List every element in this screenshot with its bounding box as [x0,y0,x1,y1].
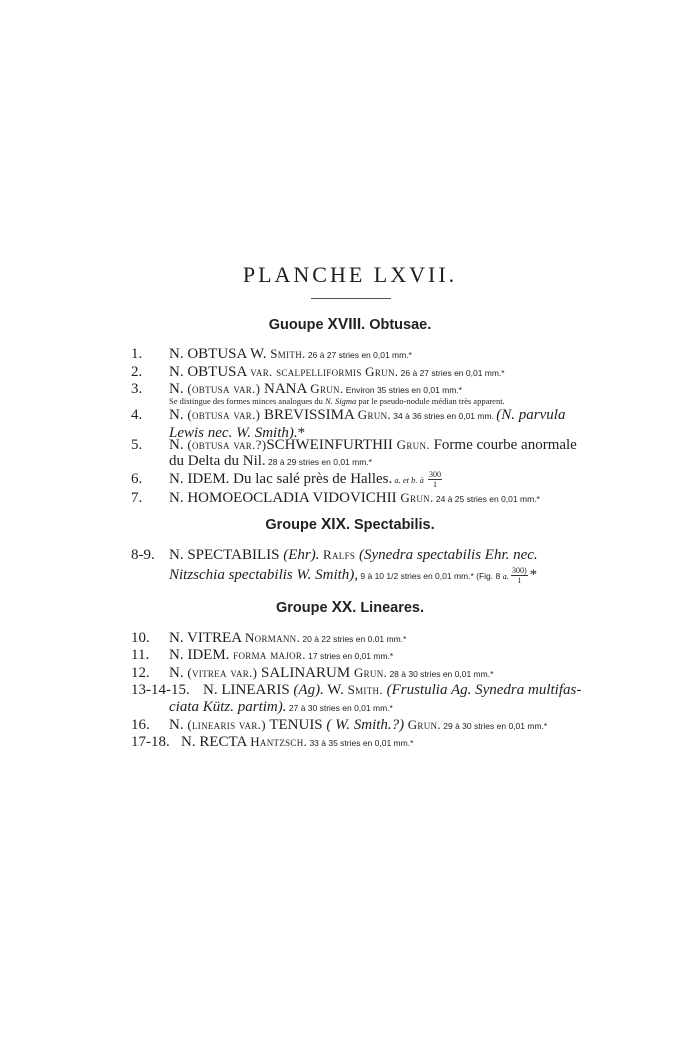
group-heading: Groupe XX. Lineares. [275,599,424,616]
document-page: PLANCHE LXVII. Guoupe XVIII. Obtusae. 1. N. OBTUSA W. Smith. 26 à 27 stries en 0,01 mm.* 2. N. OBTUSA var. scalpelliformis Grun. 26 à 27 stries en 0,01 mm.* 3. N. (obtusa var.) NANA Grun. Environ 35 stries en 0,01 mm.* Se distingue des formes minces analogues du N. Sigma par le pseudo-nodule médian très apparent. 4. N. (obtusa var.) BREVISSIMA Grun. 34 à 36 stries en 0,01 mm. (N. parvula Lewis nec. W. Smith).* 5. N. (obtusa var.?)SCHWEINFURTHII Grun. Forme courbe anormale du Delta du Nil. 28 à 29 stries en 0,01 mm.* 6. N. IDEM. Du lac salé près de Halles. a. et b. à $\frac{300}{1}$ 7. N. HOMOEOCLADIA VIDOVICHII Grun. 24 à 25 stries en 0,01 mm.* Groupe XIX. Spectabilis. 8-9. N. SPECTABILIS (Ehr). Ralfs (Synedra spectabilis Ehr. nec. Nitzschia spectabilis W. Smith), 9 à 10 1/2 stries en 0,01 mm.* (Fig. 8 a. $\frac{300)}{1}$ * Groupe XX. Lineares. 10. N. VITREA Normann. 20 à 22 stries en 0.01 mm.* 11. N. IDEM. forma major. 17 stries en 0,01 mm.* 12. N. (vitrea var.) SALINARUM Grun. 28 à 30 stries en 0,01 mm.* 13-14-15. N. LINEARIS (Ag). W. Smith. (Frustulia Ag. Synedra multifas- ciata Kütz. partim). 27 à 30 stries en 0,01 mm.* 16. N. (linearis var.) TENUIS ( W. Smith.?) Grun. 29 à 30 stries en 0,01 mm.* 17-18. N. RECTA Hantzsch. 33 à 35 stries en 0,01 mm.* [0,0,700,1047]
group-heading: Guoupe XVIII. Obtusae. [268,316,432,333]
magnification-fraction: $\frac{300}{1}$ [429,470,442,490]
title-rule [311,298,391,299]
plate-title: PLANCHE LXVII. [242,262,458,287]
group-heading: Groupe XIX. Spectabilis. [265,516,435,533]
magnification-fraction: $\frac{300)}{1}$ [511,566,527,586]
